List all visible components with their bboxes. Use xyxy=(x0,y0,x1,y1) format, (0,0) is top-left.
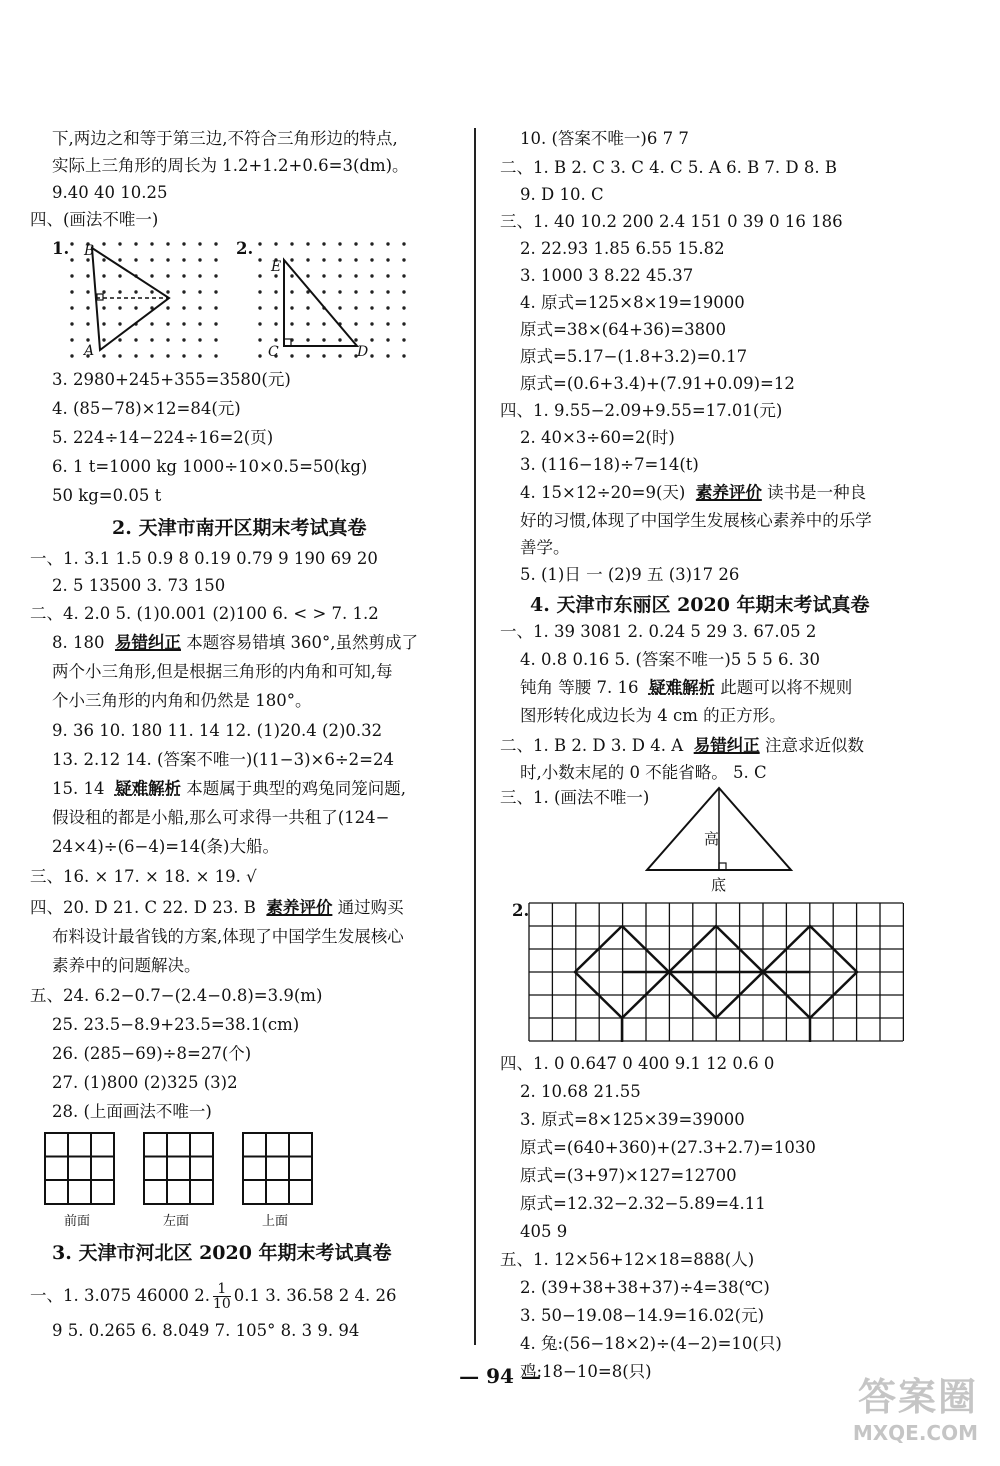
grid-dot xyxy=(386,322,389,325)
text-line: 9. D 10. C xyxy=(520,185,604,204)
grid-dot xyxy=(150,322,153,325)
grid-dot xyxy=(102,306,105,309)
grid-dot xyxy=(258,354,261,357)
grid-dot xyxy=(290,306,293,309)
grid-dot xyxy=(150,258,153,261)
grid-dot xyxy=(198,306,201,309)
grid-dot xyxy=(322,290,325,293)
grid-dot xyxy=(70,258,73,261)
grid-dot xyxy=(118,322,121,325)
text-line: 3. 原式=8×125×39=39000 xyxy=(520,1110,745,1129)
text-line: 3. 50−19.08−14.9=16.02(元) xyxy=(520,1306,765,1325)
grid-dot xyxy=(370,306,373,309)
grid-dot xyxy=(198,242,201,245)
text-line: 四、1. 9.55−2.09+9.55=17.01(元) xyxy=(500,401,783,420)
text-line: 3. (116−18)÷7=14(t) xyxy=(520,455,699,474)
text-line: 5. (1)日 一 (2)9 五 (3)17 26 xyxy=(520,565,740,584)
grid-dot xyxy=(70,242,73,245)
text-line: 一、1. 3.1 1.5 0.9 8 0.19 0.79 9 190 69 20 xyxy=(30,549,378,568)
text-line: 时,小数末尾的 0 不能省略。 5. C xyxy=(520,763,767,782)
text-line: 4. 15×12÷20=9(天) 素养评价 读书是一种良 xyxy=(520,483,867,502)
grid-dot xyxy=(290,274,293,277)
grid-dot xyxy=(338,258,341,261)
point-label-E: E xyxy=(271,259,282,275)
grid-dot xyxy=(402,290,405,293)
view-label-front: 前面 xyxy=(64,1214,91,1229)
grid-dot xyxy=(274,306,277,309)
grid-dot xyxy=(402,242,405,245)
text-line: 一、1. 3.075 46000 2. $\frac{1}{10}$ 0.1 3. 36.58 2 4. 26 xyxy=(30,1281,397,1312)
fraction: $\frac{1}{10}$ xyxy=(212,1281,231,1312)
grid-dot xyxy=(322,258,325,261)
text-line: 3. 1000 3 8.22 45.37 xyxy=(520,266,694,285)
grid-dot xyxy=(182,274,185,277)
point-label-A: A xyxy=(84,343,95,359)
grid-dot xyxy=(150,242,153,245)
text-line: 3. 2980+245+355=3580(元) xyxy=(52,370,291,389)
grid-dot xyxy=(402,354,405,357)
text-line: 2. (39+38+38+37)÷4=38(℃) xyxy=(520,1278,770,1297)
grid-dot xyxy=(354,274,357,277)
grid-dot xyxy=(258,290,261,293)
grid-dot xyxy=(182,354,185,357)
section-title: 2. 天津市南开区期末考试真卷 xyxy=(112,517,367,539)
front-view-grid xyxy=(44,1132,116,1206)
grid-dot xyxy=(86,274,89,277)
grid-dot xyxy=(338,354,341,357)
text-line: 原式=(640+360)+(27.3+2.7)=1030 xyxy=(520,1138,816,1157)
tag-label: 易错纠正 xyxy=(114,633,181,652)
text-line: 实际上三角形的周长为 1.2+1.2+0.6=3(dm)。 xyxy=(52,156,409,175)
tag-label: 素养评价 xyxy=(266,898,333,917)
grid-dot xyxy=(102,322,105,325)
grid-dot xyxy=(166,322,169,325)
grid-dot xyxy=(370,290,373,293)
text-line: 9 5. 0.265 6. 8.049 7. 105° 8. 3 9. 94 xyxy=(52,1321,360,1340)
text-line: 4. 0.8 0.16 5. (答案不唯一)5 5 5 6. 30 xyxy=(520,650,821,669)
grid-dot xyxy=(338,274,341,277)
text-line: 假设租的都是小船,那么可求得一共租了(124− xyxy=(52,808,390,827)
text-line: 五、1. 12×56+12×18=888(人) xyxy=(500,1250,755,1269)
triangle-height-figure xyxy=(645,786,795,874)
grid-dot xyxy=(274,322,277,325)
grid-dot xyxy=(214,290,217,293)
text-line: 原式=(0.6+3.4)+(7.91+0.09)=12 xyxy=(520,374,795,393)
grid-dot xyxy=(214,322,217,325)
grid-dot xyxy=(198,290,201,293)
text-line: 6. 1 t=1000 kg 1000÷10×0.5=50(kg) xyxy=(52,457,368,476)
text-line: 原式=38×(64+36)=3800 xyxy=(520,320,727,339)
grid-dot xyxy=(274,242,277,245)
grid-dot xyxy=(258,338,261,341)
grid-dot xyxy=(354,258,357,261)
text-line: 好的习惯,体现了中国学生发展核心素养中的乐学 xyxy=(520,511,872,530)
square-grid-pattern-figure xyxy=(528,902,904,1044)
text-line: 四、20. D 21. C 22. D 23. B 素养评价 通过购买 xyxy=(30,898,404,917)
text-line: 13. 2.12 14. (答案不唯一)(11−3)×6÷2=24 xyxy=(52,750,394,769)
text-line: 四、1. 0 0.647 0 400 9.1 12 0.6 0 xyxy=(500,1054,775,1073)
grid-dot xyxy=(274,290,277,293)
grid-dot xyxy=(338,306,341,309)
grid-dot xyxy=(290,322,293,325)
grid-dot xyxy=(134,306,137,309)
text-line: 9.40 40 10.25 xyxy=(52,183,168,202)
text-line: 10. (答案不唯一)6 7 7 xyxy=(520,129,689,148)
point-label-B: B xyxy=(84,243,95,259)
section-header: 四、(画法不唯一) xyxy=(30,210,159,229)
text-line: 布料设计最省钱的方案,体现了中国学生发展核心 xyxy=(52,927,404,946)
text-line: 二、1. B 2. D 3. D 4. A 易错纠正 注意求近似数 xyxy=(500,736,864,755)
grid-dot xyxy=(214,274,217,277)
grid-dot xyxy=(70,306,73,309)
grid-dot xyxy=(166,306,169,309)
grid-dot xyxy=(86,306,89,309)
grid-dot xyxy=(386,242,389,245)
grid-dot xyxy=(370,274,373,277)
grid-dot xyxy=(182,306,185,309)
grid-dot xyxy=(214,354,217,357)
grid-dot xyxy=(150,338,153,341)
grid-dot xyxy=(198,338,201,341)
text-line: 2. 40×3÷60=2(时) xyxy=(520,428,675,447)
grid-dot xyxy=(338,242,341,245)
grid-dot xyxy=(118,338,121,341)
point-label-C: C xyxy=(268,344,279,360)
text-line: 5. 224÷14−224÷16=2(页) xyxy=(52,428,274,447)
grid-dot xyxy=(102,338,105,341)
grid-dot xyxy=(338,290,341,293)
grid-dot xyxy=(386,338,389,341)
top-view-grid xyxy=(242,1132,314,1206)
grid-dot xyxy=(306,354,309,357)
grid-dot xyxy=(182,338,185,341)
grid-dot xyxy=(198,354,201,357)
view-label-top: 上面 xyxy=(262,1214,289,1229)
grid-dot xyxy=(258,258,261,261)
grid-dot xyxy=(370,258,373,261)
grid-dot xyxy=(118,274,121,277)
grid-dot xyxy=(70,290,73,293)
grid-dot xyxy=(258,274,261,277)
watermark-text: 答案圈 xyxy=(857,1375,978,1419)
figure-number: 2. xyxy=(236,239,254,258)
grid-dot xyxy=(322,354,325,357)
grid-dot xyxy=(386,354,389,357)
grid-dot xyxy=(118,290,121,293)
grid-dot xyxy=(118,306,121,309)
column-divider xyxy=(474,128,476,1345)
grid-dot xyxy=(102,242,105,245)
grid-dot xyxy=(306,242,309,245)
text-line: 鸡:18−10=8(只) xyxy=(520,1362,652,1381)
grid-dot xyxy=(166,258,169,261)
grid-dot xyxy=(402,338,405,341)
section-title: 4. 天津市东丽区 2020 年期末考试真卷 xyxy=(530,594,870,616)
grid-dot xyxy=(354,242,357,245)
grid-dot xyxy=(370,354,373,357)
grid-dot xyxy=(386,290,389,293)
text-line: 原式=(3+97)×127=12700 xyxy=(520,1166,737,1185)
grid-dot xyxy=(214,242,217,245)
grid-dot xyxy=(370,338,373,341)
figure-number: 2. xyxy=(512,901,530,920)
grid-dot xyxy=(354,306,357,309)
text-line: 2. 10.68 21.55 xyxy=(520,1082,641,1101)
grid-dot xyxy=(70,274,73,277)
grid-dot xyxy=(182,258,185,261)
grid-dot xyxy=(214,306,217,309)
grid-dot xyxy=(86,290,89,293)
text-line: 善学。 xyxy=(520,538,570,557)
text-line: 五、24. 6.2−0.7−(2.4−0.8)=3.9(m) xyxy=(30,986,323,1005)
text-line: 原式=12.32−2.32−5.89=4.11 xyxy=(520,1194,766,1213)
grid-dot xyxy=(166,290,169,293)
grid-dot xyxy=(370,242,373,245)
grid-dot xyxy=(166,242,169,245)
grid-dot xyxy=(70,338,73,341)
watermark-logo xyxy=(803,1366,978,1446)
grid-dot xyxy=(322,274,325,277)
grid-dot xyxy=(306,306,309,309)
grid-dot xyxy=(322,242,325,245)
grid-dot xyxy=(306,258,309,261)
grid-dot xyxy=(102,354,105,357)
text-line: 8. 180 易错纠正 本题容易错填 360°,虽然剪成了 xyxy=(52,633,418,652)
grid-dot xyxy=(182,242,185,245)
grid-dot xyxy=(322,322,325,325)
grid-dot xyxy=(198,322,201,325)
grid-dot xyxy=(198,274,201,277)
text-line: 24×4)÷(6−4)=14(条)大船。 xyxy=(52,837,279,856)
grid-dot xyxy=(290,354,293,357)
grid-dot xyxy=(258,242,261,245)
text-line: 405 9 xyxy=(520,1222,568,1241)
text-line: 2. 5 13500 3. 73 150 xyxy=(52,576,226,595)
grid-dot xyxy=(402,274,405,277)
grid-dot xyxy=(86,322,89,325)
figure-number: 1. xyxy=(52,239,70,258)
text-line: 50 kg=0.05 t xyxy=(52,486,162,505)
grid-dot xyxy=(166,354,169,357)
grid-dot xyxy=(306,322,309,325)
tag-label: 疑难解析 xyxy=(648,678,715,697)
grid-dot xyxy=(386,306,389,309)
grid-dot xyxy=(118,242,121,245)
grid-dot xyxy=(354,322,357,325)
grid-dot xyxy=(214,338,217,341)
text-line: 三、1. (画法不唯一) xyxy=(500,788,650,807)
text-line: 图形转化成边长为 4 cm 的正方形。 xyxy=(520,706,786,725)
text-line: 二、1. B 2. C 3. C 4. C 5. A 6. B 7. D 8. B xyxy=(500,158,838,177)
grid-dot xyxy=(102,274,105,277)
text-line: 28. (上面画法不唯一) xyxy=(52,1102,212,1121)
grid-dot xyxy=(386,274,389,277)
point-label-D: D xyxy=(357,344,369,360)
text-line: 两个小三角形,但是根据三角形的内角和可知,每 xyxy=(52,662,393,681)
text-line: 一、1. 39 3081 2. 0.24 5 29 3. 67.05 2 xyxy=(500,622,817,641)
page-number: — 94 — xyxy=(459,1364,541,1388)
grid-dot xyxy=(306,338,309,341)
grid-dot xyxy=(182,322,185,325)
text-line: 素养中的问题解决。 xyxy=(52,956,201,975)
grid-dot xyxy=(134,258,137,261)
grid-dot xyxy=(258,322,261,325)
text-line: 个小三角形的内角和仍然是 180°。 xyxy=(52,691,312,710)
grid-dot xyxy=(102,290,105,293)
grid-dot xyxy=(402,322,405,325)
grid-dot xyxy=(134,290,137,293)
grid-dot xyxy=(370,322,373,325)
grid-dot xyxy=(290,290,293,293)
text-line: 4. 原式=125×8×19=19000 xyxy=(520,293,745,312)
text-line: 2. 22.93 1.85 6.55 15.82 xyxy=(520,239,725,258)
grid-dot xyxy=(118,258,121,261)
watermark-url: MXQE.COM xyxy=(852,1421,978,1445)
grid-dot xyxy=(70,322,73,325)
grid-dot xyxy=(134,354,137,357)
section-title: 3. 天津市河北区 2020 年期末考试真卷 xyxy=(52,1242,392,1264)
text-line: 三、1. 40 10.2 200 2.4 151 0 39 0 16 186 xyxy=(500,212,843,231)
text-line: 4. 兔:(56−18×2)÷(4−2)=10(只) xyxy=(520,1334,782,1353)
grid-dot xyxy=(258,306,261,309)
tag-label: 疑难解析 xyxy=(114,779,181,798)
grid-dot xyxy=(402,306,405,309)
text-line: 原式=5.17−(1.8+3.2)=0.17 xyxy=(520,347,748,366)
text-line: 下,两边之和等于第三边,不符合三角形边的特点, xyxy=(52,129,398,148)
grid-dot xyxy=(354,290,357,293)
view-label-left: 左面 xyxy=(163,1214,190,1229)
text-line: 27. (1)800 (2)325 (3)2 xyxy=(52,1073,238,1092)
text-line: 4. (85−78)×12=84(元) xyxy=(52,399,241,418)
grid-dot xyxy=(306,274,309,277)
text-line: 15. 14 疑难解析 本题属于典型的鸡兔同笼问题, xyxy=(52,779,406,798)
text-line: 26. (285−69)÷8=27(个) xyxy=(52,1044,252,1063)
grid-dot xyxy=(402,258,405,261)
grid-dot xyxy=(150,274,153,277)
grid-dot xyxy=(102,258,105,261)
grid-dot xyxy=(150,354,153,357)
grid-dot xyxy=(338,338,341,341)
tag-label: 易错纠正 xyxy=(693,736,760,755)
grid-dot xyxy=(150,290,153,293)
grid-dot xyxy=(70,354,73,357)
left-view-grid xyxy=(143,1132,215,1206)
grid-dot xyxy=(182,290,185,293)
grid-dot xyxy=(166,274,169,277)
grid-dot xyxy=(166,338,169,341)
grid-dot xyxy=(198,258,201,261)
text-line: 钝角 等腰 7. 16 疑难解析 此题可以将不规则 xyxy=(520,678,853,697)
text-line: 25. 23.5−8.9+23.5=38.1(cm) xyxy=(52,1015,300,1034)
grid-dot xyxy=(134,338,137,341)
text-line: 9. 36 10. 180 11. 14 12. (1)20.4 (2)0.32 xyxy=(52,721,383,740)
base-label: 底 xyxy=(711,876,727,894)
grid-dot xyxy=(134,242,137,245)
text-line: 三、16. × 17. × 18. × 19. √ xyxy=(30,867,257,886)
grid-dot xyxy=(290,258,293,261)
grid-dot xyxy=(386,258,389,261)
grid-dot xyxy=(214,258,217,261)
grid-dot xyxy=(322,338,325,341)
grid-dot xyxy=(290,242,293,245)
height-label: 高 xyxy=(704,830,720,848)
grid-dot xyxy=(118,354,121,357)
text-line: 二、4. 2.0 5. (1)0.001 (2)100 6. < > 7. 1.2 xyxy=(30,604,379,623)
tag-label: 素养评价 xyxy=(695,483,762,502)
